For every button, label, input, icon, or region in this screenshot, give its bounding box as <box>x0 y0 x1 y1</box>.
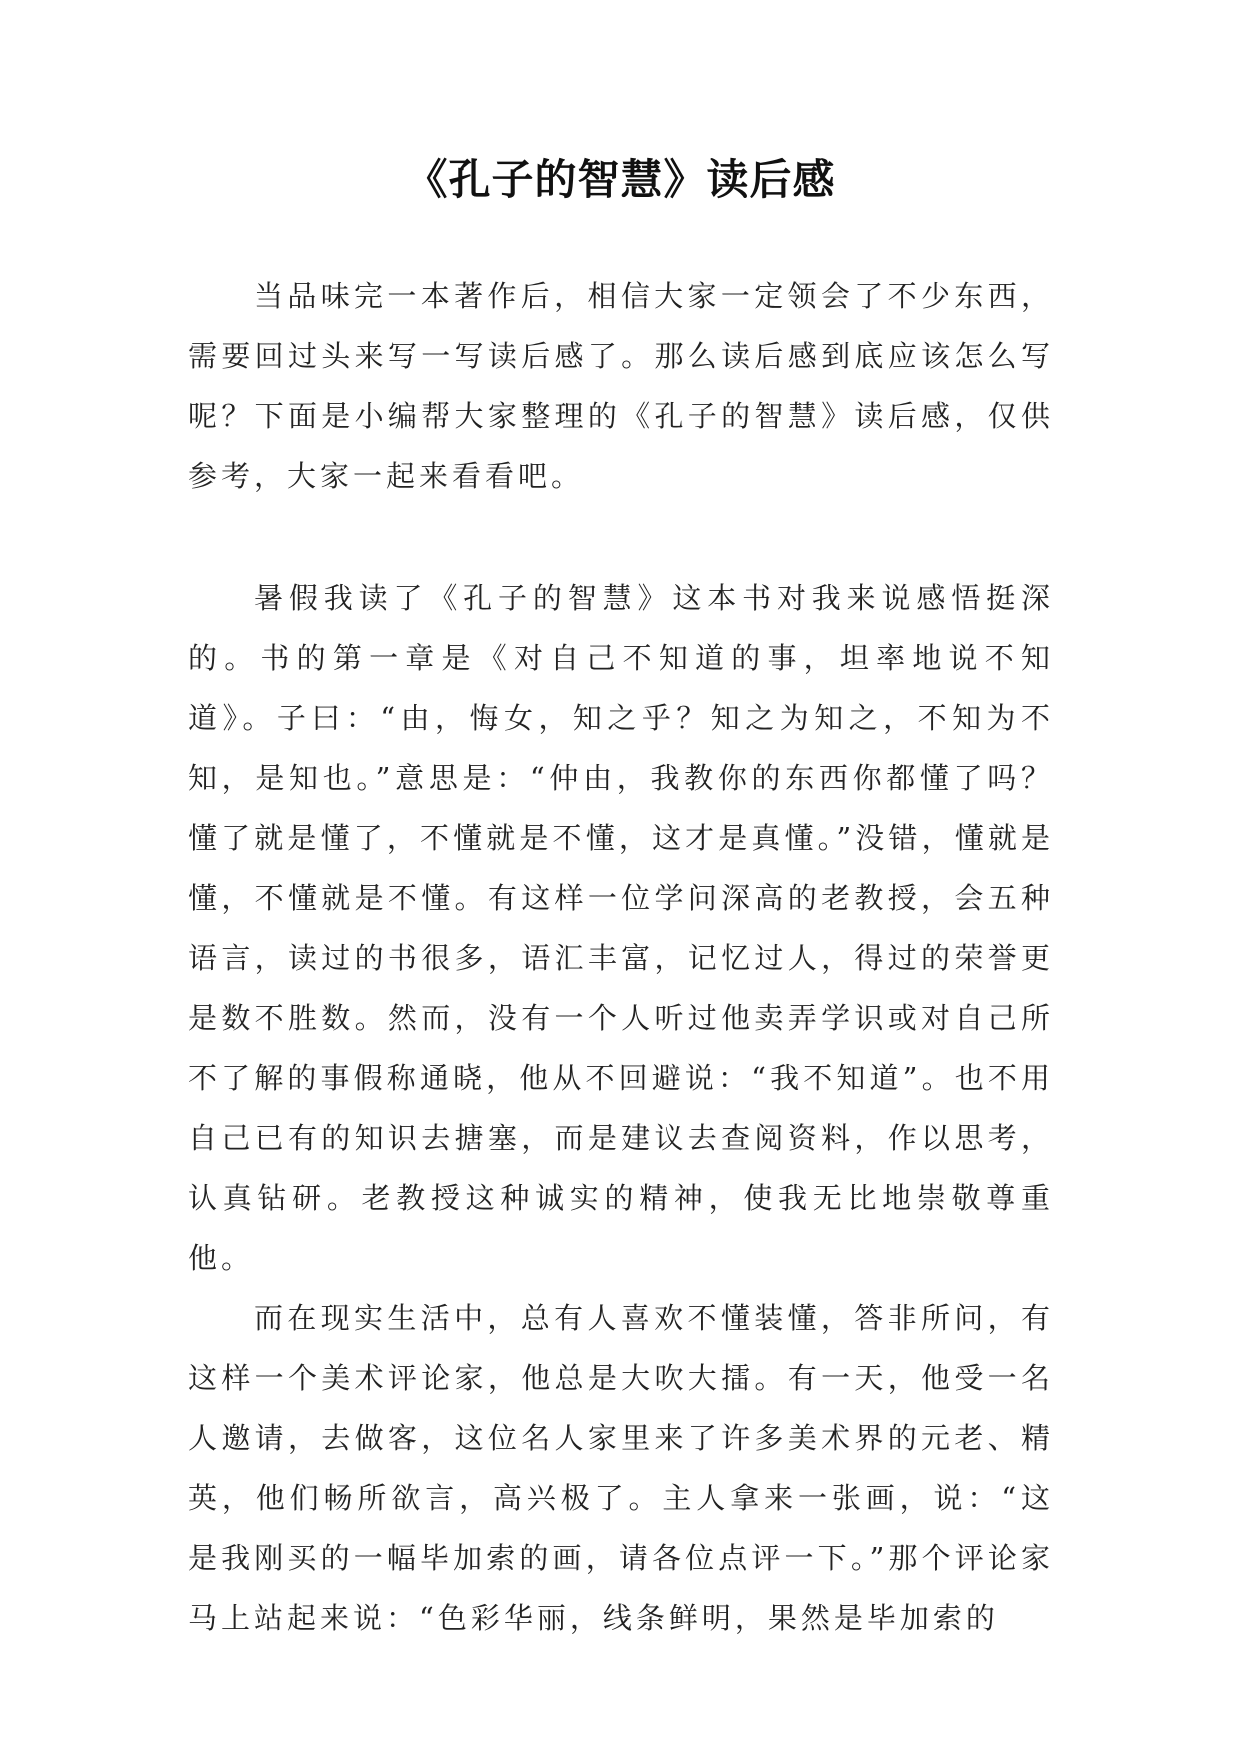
main-section <box>188 568 1054 1648</box>
document-title: 《孔子的智慧》读后感 <box>405 155 836 204</box>
body-paragraph-1: 暑假我读了《孔子的智慧》这本书对我来说感悟挺深的。书的第一章是《对自己不知道的事，坦率地说不知道》。子曰：“由，悔女，知之乎？知之为知之，不知为不知，是知也。”意思是：“仲由，我教你的东西你都懂了吗？懂了就是懂了，不懂就是不懂，这才是真懂。”没错，懂就是懂，不懂就是不懂。有这样一位学问深高的老教授，会五种语言，读过的书很多，语汇丰富，记忆过人，得过的荣誉更是数不胜数。然而，没有一个人听过他卖弄学识或对自己所不了解的事假称通晓，他从不回避说：“我不知道”。也不用自己已有的知识去搪塞，而是建议去查阅资料，作以思考，认真钻研。老教授这种诚实的精神，使我无比地崇敬尊重他。 <box>188 581 1054 1275</box>
intro-paragraph: 当品味完一本著作后，相信大家一定领会了不少东西，需要回过头来写一写读后感了。那么读后感到底应该怎么写呢？下面是小编帮大家整理的《孔子的智慧》读后感，仅供参考，大家一起来看看吧。 <box>188 279 1054 493</box>
body-paragraph-2: 而在现实生活中，总有人喜欢不懂装懂，答非所问，有这样一个美术评论家，他总是大吹大擂。有一天，他受一名人邀请，去做客，这位名人家里来了许多美术界的元老、精英，他们畅所欲言，高兴极了。主人拿来一张画，说：“这是我刚买的一幅毕加索的画，请各位点评一下。”那个评论家马上站起来说：“色彩华丽，线条鲜明，果然是毕加索的 <box>188 1301 1054 1635</box>
intro-section <box>188 266 1054 506</box>
